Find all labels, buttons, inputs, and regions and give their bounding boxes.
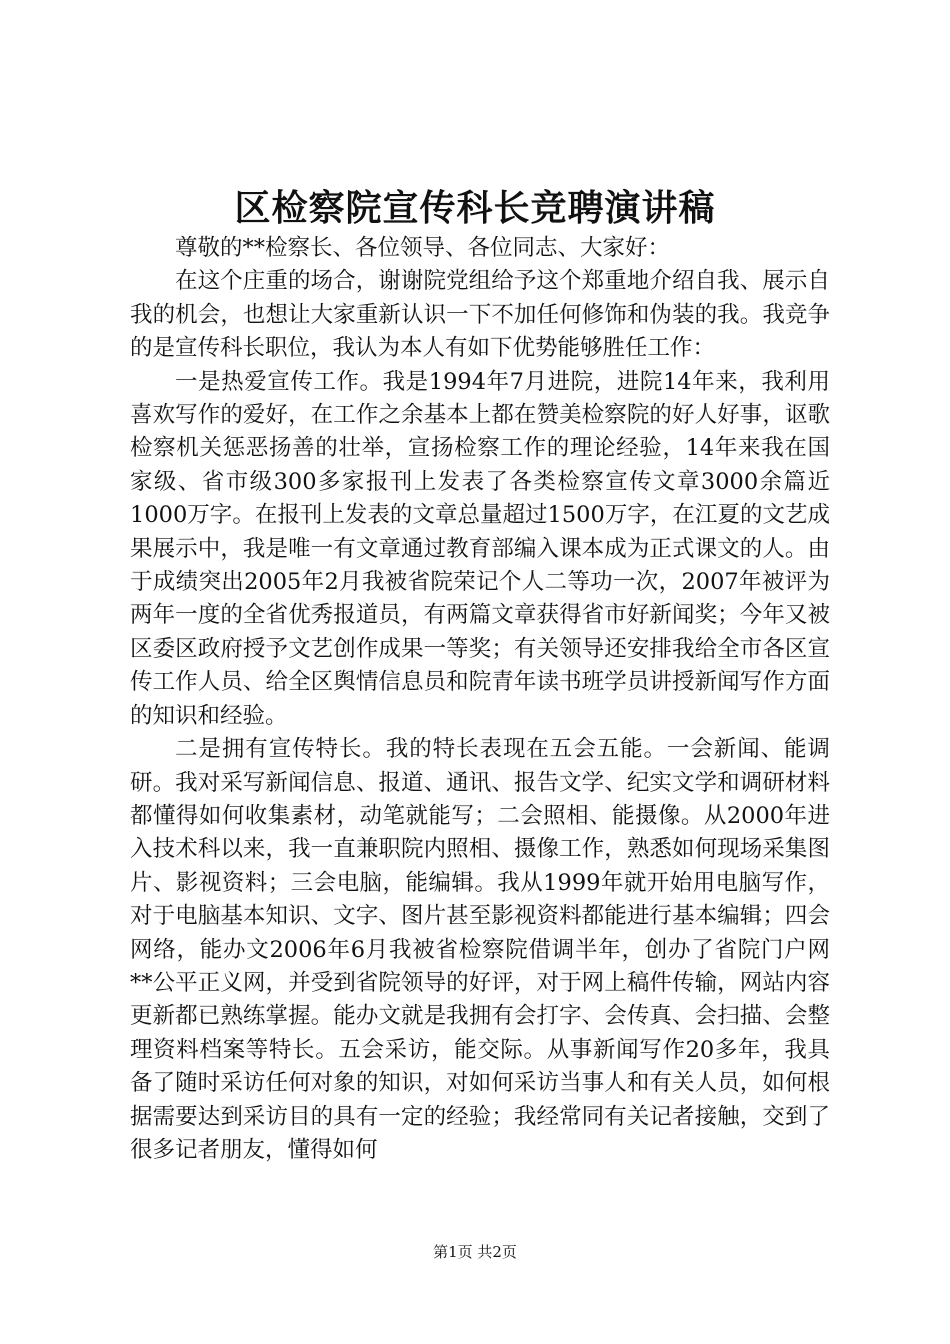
document-body — [130, 232, 830, 1167]
greeting-paragraph: 尊敬的**检察长、各位领导、各位同志、大家好： — [175, 235, 671, 261]
page-footer: 第1页 共2页 — [433, 1243, 517, 1261]
body-paragraph-2: 二是拥有宣传特长。我的特长表现在五会五能。一会新闻、能调研。我对采写新闻信息、报道、通讯、报告文学、纪实文学和调研材料都懂得如何收集素材，动笔就能写；二会照相、能摄像。从2000年进入技术科以来，我一直兼职院内照相、摄像工作，熟悉如何现场采集图片、影视资料；三会电脑，能编辑。我从1999年就开始用电脑写作，对于电脑基本知识、文字、图片甚至影视资料都能进行基本编辑；四会网络，能办文2006年6月我被省检察院借调半年，创办了省院门户网**公平正义网，并受到省院领导的好评，对于网上稿件传输，网站内容更新都已熟练掌握。能办文就是我拥有会打字、会传真、会扫描、会整理资料档案等特长。五会采访，能交际。从事新闻写作20多年，我具备了随时采访任何对象的知识，对如何采访当事人和有关人员，如何根据需要达到采访目的具有一定的经验；我经常同有关记者接触，交到了很多记者朋友，懂得如何 — [130, 736, 830, 1163]
body-paragraph-1: 一是热爱宣传工作。我是1994年7月进院，进院14年来，我利用喜欢写作的爱好，在工作之余基本上都在赞美检察院的好人好事，讴歌检察机关惩恶扬善的壮举，宣扬检察工作的理论经验，14年来我在国家级、省市级300多家报刊上发表了各类检察宣传文章3000余篇近1000万字。在报刊上发表的文章总量超过1500万字，在江夏的文艺成果展示中，我是唯一有文章通过教育部编入课本成为正式课文的人。由于成绩突出2005年2月我被省院荣记个人二等功一次，2007年被评为两年一度的全省优秀报道员，有两篇文章获得省市好新闻奖；今年又被区委区政府授予文艺创作成果一等奖；有关领导还安排我给全市各区宣传工作人员、给全区舆情信息员和院青年读书班学员讲授新闻写作方面的知识和经验。 — [130, 368, 830, 729]
intro-paragraph: 在这个庄重的场合，谢谢院党组给予这个郑重地介绍自我、展示自我的机会，也想让大家重新认识一下不加任何修饰和伪装的我。我竞争的是宣传科长职位，我认为本人有如下优势能够胜任工作： — [130, 268, 830, 362]
page-title: 区检察院宣传科长竞聘演讲稿 — [234, 187, 716, 229]
